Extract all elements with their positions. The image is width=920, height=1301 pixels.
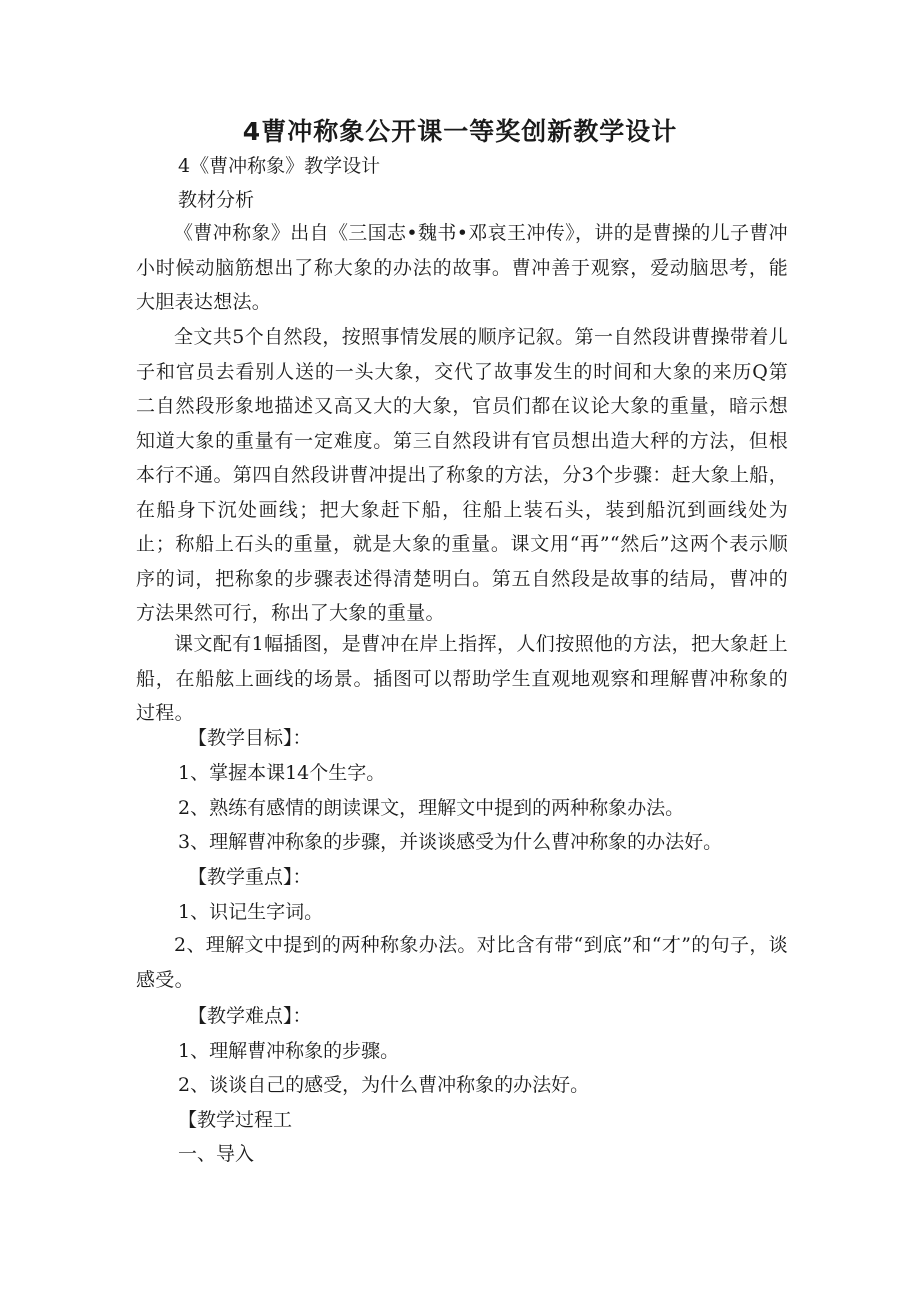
difficulties-heading: 【教学难点】：	[188, 1005, 312, 1027]
section-heading: 教材分析	[178, 189, 255, 211]
difficulty-item: 1、理解曹冲称象的步骤。	[178, 1040, 400, 1062]
subtitle: 4《曹冲称象》教学设计	[178, 155, 381, 177]
key-point-item: 2、理解文中提到的两种称象办法。对比含有带“到底”和“才”的句子，谈感受。	[136, 934, 788, 991]
goal-item: 3、理解曹冲称象的步骤，并谈谈感受为什么曹冲称象的办法好。	[178, 831, 723, 853]
key-point-item: 1、识记生字词。	[178, 901, 324, 923]
process-heading: 【教学过程工	[178, 1109, 293, 1131]
key-points-heading: 【教学重点】：	[188, 866, 312, 888]
paragraph-2: 全文共5个自然段，按照事情发展的顺序记叙。第一自然段讲曹操带着儿子和官员去看别人送的一头大象，交代了故事发生的时间和大象的来历Q第二自然段形象地描述又高又大的大象，官员们都在议论大象的重量，暗示想知道大象的重量有一定难度。第三自然段讲有官员想出造大秤的方法，但根本行不通。第四自然段讲曹冲提出了称象的方法，分3个步骤：赶大象上船，在船身下沉处画线；把大象赶下船，往船上装石头，装到船沉到画线处为止；称船上石头的重量，就是大象的重量。课文用“再”“然后”这两个表示顺序的词，把称象的步骤表述得清楚明白。第五自然段是故事的结局，曹冲的方法果然可行，称出了大象的重量。	[136, 326, 788, 624]
paragraph-1: 《曹冲称象》出自《三国志•魏书•邓哀王冲传》，讲的是曹操的儿子曹冲小时候动脑筋想出了称大象的办法的故事。曹冲善于观察，爱动脑思考，能大胆表达想法。	[136, 222, 788, 313]
paragraph-3: 课文配有1幅插图，是曹冲在岸上指挥，人们按照他的方法，把大象赶上船，在船舷上画线的场景。插图可以帮助学生直观地观察和理解曹冲称象的过程。	[136, 633, 788, 724]
difficulty-item: 2、谈谈自己的感受，为什么曹冲称象的办法好。	[178, 1074, 590, 1096]
goals-heading: 【教学目标】：	[188, 727, 312, 749]
goal-item: 1、掌握本课14个生字。	[178, 762, 386, 784]
goal-item: 2、熟练有感情的朗读课文，理解文中提到的两种称象办法。	[178, 797, 685, 819]
document-title: 4曹冲称象公开课一等奖创新教学设计	[242, 117, 678, 146]
process-step: 一、导入	[178, 1143, 255, 1165]
